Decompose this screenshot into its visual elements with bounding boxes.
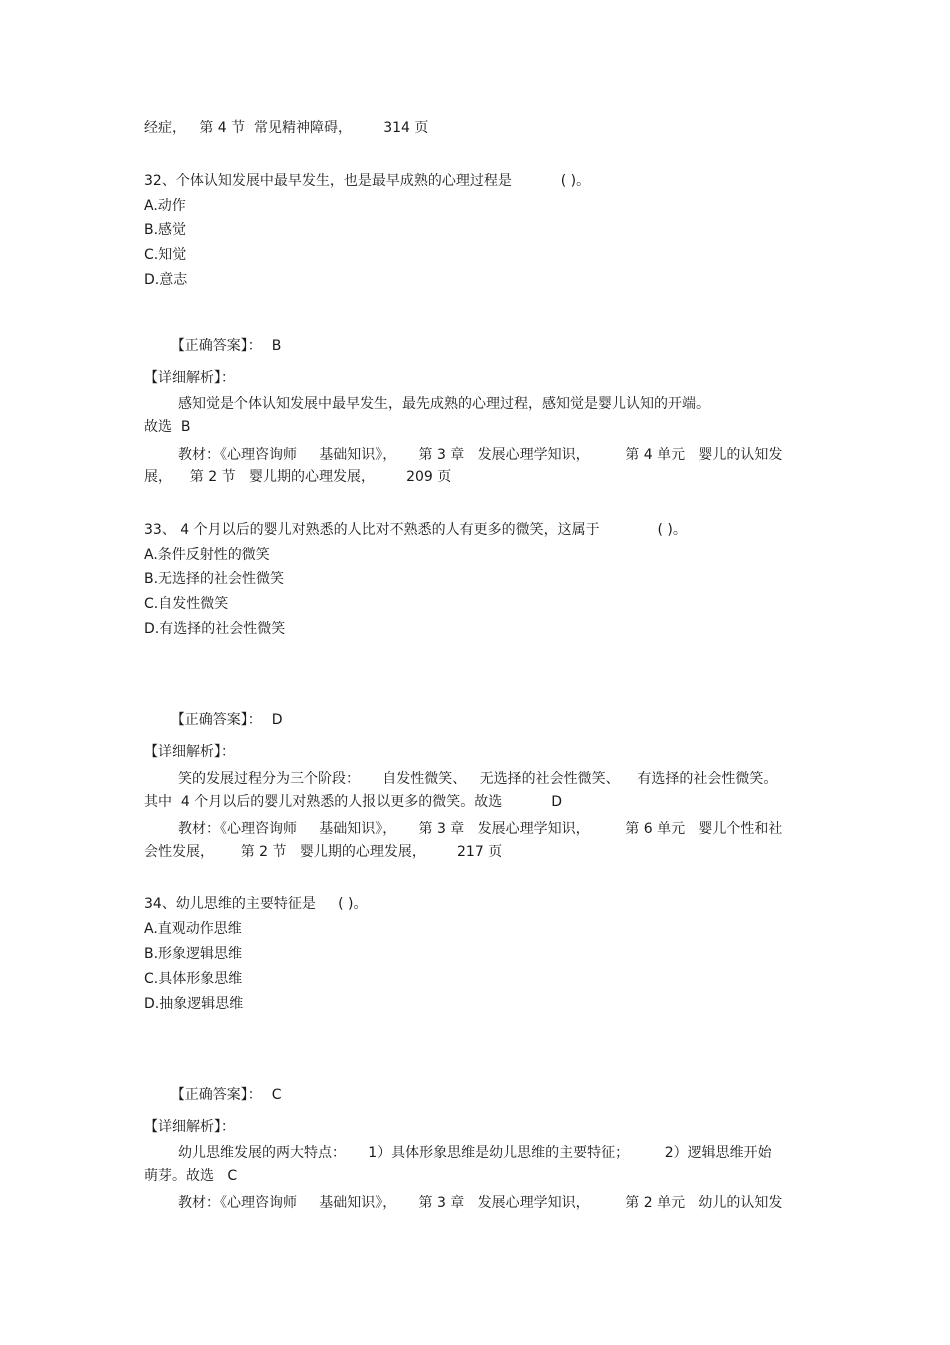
question-text: 33、 4 个月以后的婴儿对熟悉的人比对不熟悉的人有更多的微笑，这属于 ( )。 [144, 522, 687, 538]
textbook-reference-cont: 展， 第 2 节 婴儿期的心理发展， 209 页 [144, 469, 452, 485]
analysis-label: 【详细解析】： [144, 1119, 235, 1135]
option-d: D.抽象逻辑思维 [144, 996, 244, 1012]
analysis-conclusion: 故选 B [144, 419, 191, 435]
answer-value: B [271, 338, 282, 354]
option-a: A.直观动作思维 [144, 921, 242, 937]
analysis-label: 【详细解析】： [144, 744, 235, 760]
answer-label: 【正确答案】： [170, 338, 262, 354]
answer-line [144, 319, 282, 354]
question-text: 32、个体认知发展中最早发生，也是最早成熟的心理过程是 ( )。 [144, 173, 591, 189]
option-c: C.具体形象思维 [144, 971, 243, 987]
textbook-reference: 教材：《心理咨询师 基础知识》， 第 3 章 发展心理学知识， 第 2 单元 幼儿的认知发 [178, 1195, 783, 1211]
option-c: C.自发性微笑 [144, 596, 229, 612]
textbook-reference: 教材：《心理咨询师 基础知识》， 第 3 章 发展心理学知识， 第 6 单元 婴儿个性和社 [178, 821, 783, 837]
answer-line [144, 1068, 282, 1103]
answer-value: D [271, 712, 283, 728]
option-b: B.感觉 [144, 222, 187, 238]
analysis-text: 幼儿思维发展的两大特点： 1）具体形象思维是幼儿思维的主要特征； 2）逻辑思维开始 [178, 1145, 772, 1161]
option-a: A.动作 [144, 198, 186, 214]
analysis-conclusion: 其中 4 个月以后的婴儿对熟悉的人报以更多的微笑。故选 D [144, 794, 562, 810]
option-c: C.知觉 [144, 247, 187, 263]
analysis-conclusion: 萌芽。故选 C [144, 1168, 238, 1184]
option-b: B.无选择的社会性微笑 [144, 571, 285, 587]
textbook-reference: 教材：《心理咨询师 基础知识》， 第 3 章 发展心理学知识， 第 4 单元 婴儿的认知发 [178, 447, 783, 463]
analysis-label: 【详细解析】： [144, 370, 235, 386]
option-d: D.有选择的社会性微笑 [144, 621, 286, 637]
option-b: B.形象逻辑思维 [144, 946, 243, 962]
textbook-reference-cont: 会性发展， 第 2 节 婴儿期的心理发展， 217 页 [144, 844, 503, 860]
answer-line [144, 693, 283, 728]
answer-label: 【正确答案】： [170, 1087, 262, 1103]
answer-value: C [271, 1087, 282, 1103]
analysis-text: 感知觉是个体认知发展中最早发生，最先成熟的心理过程，感知觉是婴儿认知的开端。 [178, 396, 710, 412]
option-d: D.意志 [144, 272, 188, 288]
answer-label: 【正确答案】： [170, 712, 262, 728]
option-a: A.条件反射性的微笑 [144, 547, 270, 563]
analysis-text: 笑的发展过程分为三个阶段： 自发性微笑、 无选择的社会性微笑、 有选择的社会性微笑。 [178, 771, 778, 787]
continued-reference-line: 经症， 第 4 节 常见精神障碍， 314 页 [144, 120, 429, 136]
question-text: 34、幼儿思维的主要特征是 ( )。 [144, 896, 368, 912]
